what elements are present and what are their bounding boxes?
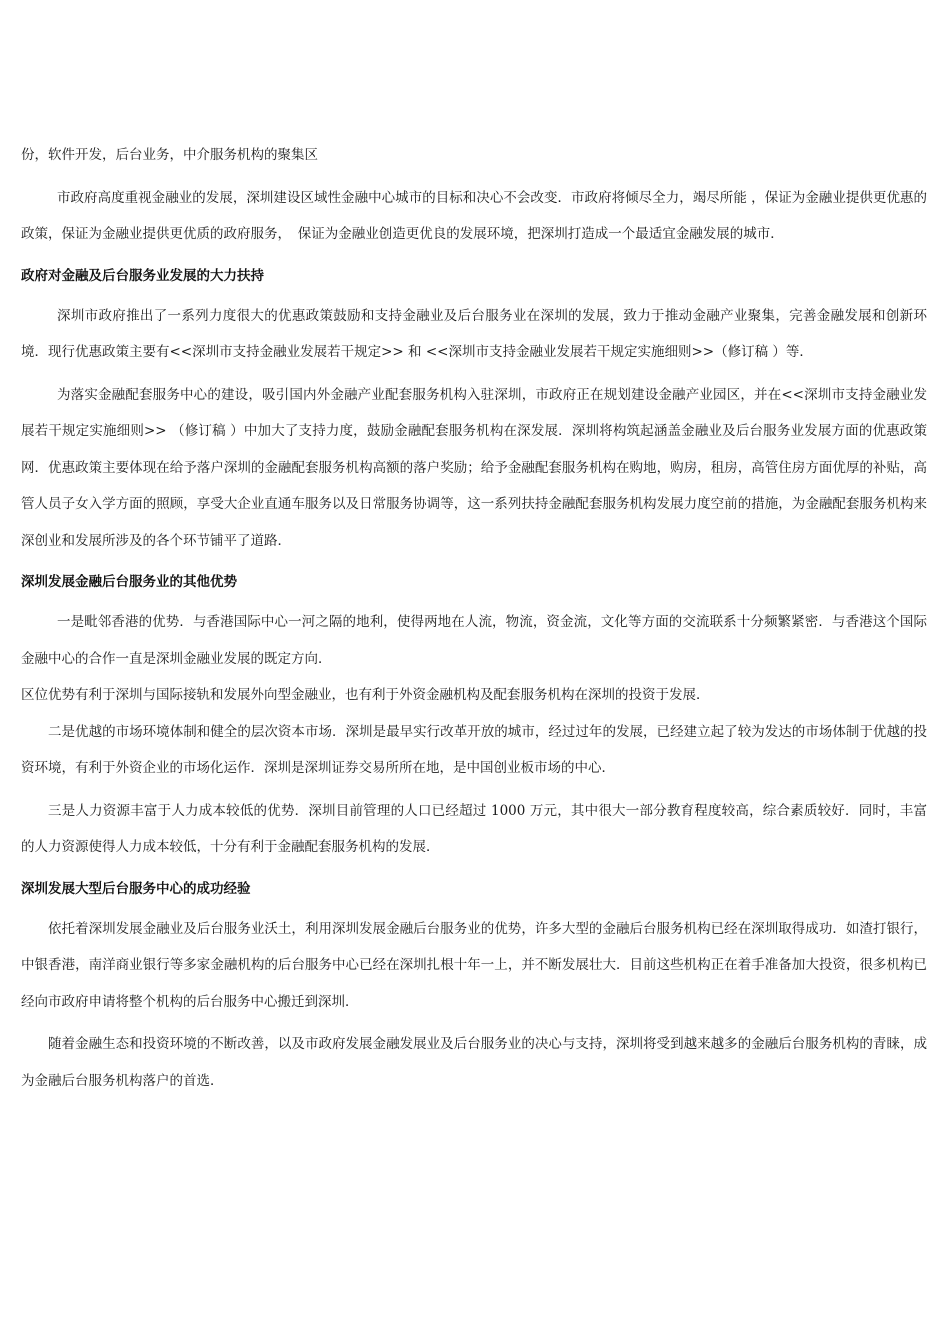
paragraph-success-cases: 依托着深圳发展金融业及后台服务业沃土，利用深圳发展金融后台服务业的优势，许多大型的金融后台服务机构已经在深圳取得成功．如渣打银行，中银香港，南洋商业银行等多家金融机构的后台服务中心已经在深圳扎根十年一上，并不断发展壮大．目前这些机构正在着手准备加大投资，很多机构已经向市政府申请将整个机构的后台服务中心搬迁到深圳． bbox=[21, 920, 927, 1010]
paragraph-government-commitment: 市政府高度重视金融业的发展，深圳建设区域性金融中心城市的目标和决心不会改变．市政府将倾尽全力，竭尽所能 ，保证为金融业提供更优惠的政策，保证为金融业提供更优质的政府服务， 保证为金融业创造更优良的发展环境，把深圳打造成一个最适宜金融发展的城市． bbox=[21, 189, 927, 242]
paragraph-continuation: 份，软件开发，后台业务，中介服务机构的聚集区 bbox=[21, 147, 318, 163]
paragraph-advantage-human-resources: 三是人力资源丰富于人力成本较低的优势．深圳目前管理的人口已经超过 1000 万元，其中很大一部分教育程度较高，综合素质较好．同时，丰富的人力资源使得人力成本较低，十分有利于金融配套服务机构的发展． bbox=[21, 802, 927, 855]
section-heading-success-experience: 深圳发展大型后台服务中心的成功经验 bbox=[21, 880, 251, 897]
paragraph-location-advantage: 区位优势有利于深圳与国际接轨和发展外向型金融业，也有利于外资金融机构及配套服务机构在深圳的投资于发展． bbox=[21, 687, 710, 703]
paragraph-advantage-market: 二是优越的市场环境体制和健全的层次资本市场．深圳是最早实行改革开放的城市，经过过年的发展，已经建立起了较为发达的市场体制于优越的投资环境，有利于外资企业的市场化运作．深圳是深圳证券交易所所在地，是中国创业板市场的中心． bbox=[21, 723, 927, 776]
paragraph-policy-details: 为落实金融配套服务中心的建设，吸引国内外金融产业配套服务机构入驻深圳，市政府正在规划建设金融产业园区，并在<<深圳市支持金融业发展若干规定实施细则>> （修订稿 ）中加大了支持力度，鼓励金融配套服务机构在深发展．深圳将构筑起涵盖金融业及后台服务业发展方面的优惠政策网．优惠政策主要体现在给予落户深圳的金融配套服务机构高额的落户奖励；给予金融配套服务机构在购地，购房，租房，高管住房方面优厚的补贴，高管人员子女入学方面的照顾，享受大企业直通车服务以及日常服务协调等，这一系列扶持金融配套服务机构发展力度空前的措施，为金融配套服务机构来深创业和发展所涉及的各个环节铺平了道路． bbox=[21, 386, 927, 549]
paragraph-advantage-hongkong: 一是毗邻香港的优势．与香港国际中心一河之隔的地利，使得两地在人流，物流，资金流，文化等方面的交流联系十分频繁紧密．与香港这个国际金融中心的合作一直是深圳金融业发展的既定方向． bbox=[21, 614, 927, 667]
paragraph-conclusion: 随着金融生态和投资环境的不断改善，以及市政府发展金融发展业及后台服务业的决心与支持，深圳将受到越来越多的金融后台服务机构的青睐，成为金融后台服务机构落户的首选． bbox=[21, 1036, 927, 1089]
paragraph-policy-overview: 深圳市政府推出了一系列力度很大的优惠政策鼓励和支持金融业及后台服务业在深圳的发展，致力于推动金融产业聚集，完善金融发展和创新环境．现行优惠政策主要有<<深圳市支持金融业发展若干规定>> 和 <<深圳市支持金融业发展若干规定实施细则>>（修订稿 ）等． bbox=[21, 307, 927, 360]
section-heading-other-advantages: 深圳发展金融后台服务业的其他优势 bbox=[21, 574, 237, 590]
section-heading-government-support: 政府对金融及后台服务业发展的大力扶持 bbox=[21, 267, 264, 284]
document-page bbox=[21, 137, 927, 1099]
